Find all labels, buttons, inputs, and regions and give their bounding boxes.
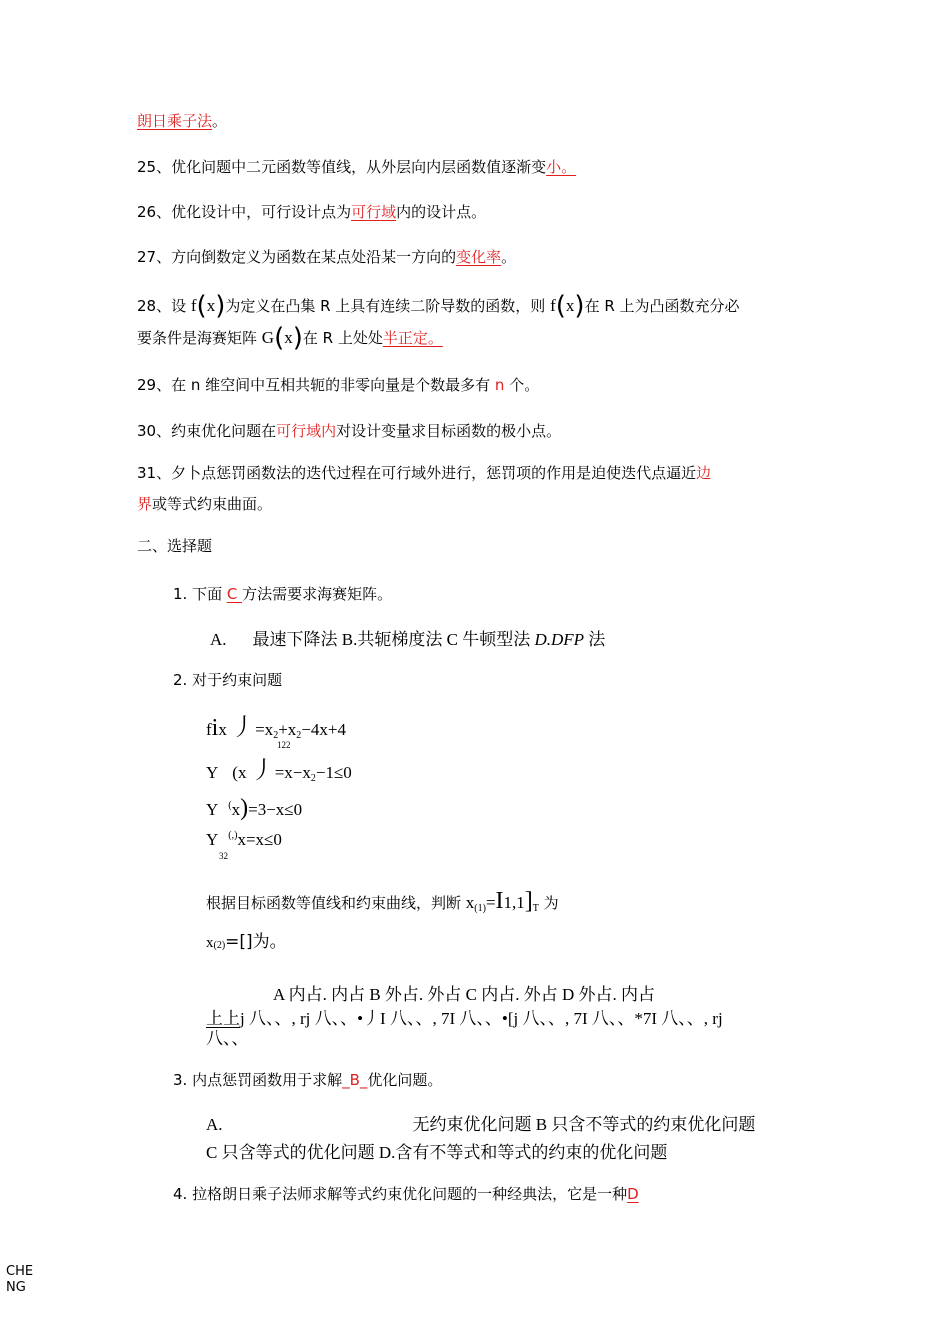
choice-question-3: 3. 内点惩罚函数用于求解_B_优化问题。 bbox=[173, 1071, 443, 1089]
choice-question-2-options-garbled-2: 八、、 bbox=[206, 1029, 249, 1048]
x2-statement: x(2)=[]为。 bbox=[206, 932, 287, 952]
corner-watermark: CHE NG bbox=[6, 1264, 34, 1295]
choice-question-3-options-1: A. 无约束优化问题 B 只含不等式的约束优化问题 bbox=[206, 1115, 756, 1134]
formula-constraint-3: Y (,)x=x≤0 bbox=[206, 830, 282, 849]
choice-question-4: 4. 拉格朗日乘子法师求解等式约束优化问题的一种经典法，它是一种D bbox=[173, 1185, 639, 1203]
answer-highlight: D bbox=[627, 1185, 639, 1203]
question-31-line2: 界或等式约束曲面。 bbox=[137, 495, 273, 513]
question-28-line2: 要条件是海赛矩阵 G(x)在 R 上处处半正定。 bbox=[137, 323, 443, 353]
answer-highlight: 朗日乘子法 bbox=[137, 112, 213, 130]
formula-index: 122 bbox=[277, 740, 291, 750]
choice-question-3-options-2: C 只含等式的优化问题 D.含有不等式和等式的约束的优化问题 bbox=[206, 1143, 668, 1162]
answer-highlight: 半正定。 bbox=[382, 329, 443, 347]
math-f: f bbox=[190, 296, 197, 315]
choice-question-1-options: A. 最速下降法 B.共轭梯度法 C 牛顿型法 D.DFP 法 bbox=[210, 630, 606, 649]
question-31-line1: 31、夕卜点惩罚函数法的迭代过程在可行域外进行，惩罚项的作用是迫使迭代点逼近边 bbox=[137, 464, 712, 482]
choice-question-1: 1. 下面 C 方法需要求海赛矩阵。 bbox=[173, 585, 393, 603]
question-27: 27、方向倒数定义为函数在某点处沿某一方向的变化率。 bbox=[137, 248, 517, 266]
formula-constraint-1: Y (x 丿$=x-x_2-1\le 0$ bbox=[206, 758, 352, 784]
choice-question-2-options: A 内占. 内占 B 外占. 外占 C 内占. 外占 D 外占. 内占 bbox=[273, 985, 656, 1004]
answer-highlight: 变化率 bbox=[456, 248, 502, 266]
question-25: 25、优化问题中二元函数等值线，从外层向内层函数值逐渐变小。 bbox=[137, 158, 577, 176]
section-heading: 二、选择题 bbox=[137, 537, 213, 555]
choice-question-2-options-garbled: 上上j 八、、, rj 八、、•丿I 八、、, 7I 八、、•[j 八、、, 7I 八、、*7I 八、、, rj bbox=[206, 1009, 723, 1028]
answer-highlight: 可行域内 bbox=[276, 422, 337, 440]
formula-index: 32 bbox=[219, 851, 228, 861]
answer-24-tail: 朗日乘子法。 bbox=[137, 112, 228, 130]
answer-highlight: _B_ bbox=[342, 1071, 368, 1089]
formula-constraint-2: Y (x)=3−x≤0 bbox=[206, 795, 303, 821]
math-G: G bbox=[261, 328, 275, 347]
choice-question-2: 2. 对于约束问题 bbox=[173, 671, 283, 689]
answer-highlight: C bbox=[226, 585, 243, 603]
question-28-line1: 28、设 f(x)为定义在凸集 R 上具有连续二阶导数的函数，则 f(x)在 R 上为凸函数充分必 bbox=[137, 291, 740, 321]
answer-highlight: 可行域 bbox=[351, 203, 397, 221]
question-30: 30、约束优化问题在可行域内对设计变量求目标函数的极小点。 bbox=[137, 422, 562, 440]
answer-highlight: 边 bbox=[696, 464, 712, 482]
judge-statement: 根据目标函数等值线和约束曲线，判断 $x_{(1)}=I1,1]_T$ 为 bbox=[206, 888, 559, 914]
formula-objective: fix 丿$=x_2+x_2-4x+4$ bbox=[206, 715, 346, 741]
answer-highlight: 小。 bbox=[546, 158, 577, 176]
answer-highlight: 界 bbox=[137, 495, 153, 513]
question-26: 26、优化设计中，可行设计点为可行域内的设计点。 bbox=[137, 203, 487, 221]
question-29: 29、在 n 维空间中互相共轭的非零向量是个数最多有 n 个。 bbox=[137, 376, 540, 394]
answer-highlight: n bbox=[494, 376, 505, 394]
